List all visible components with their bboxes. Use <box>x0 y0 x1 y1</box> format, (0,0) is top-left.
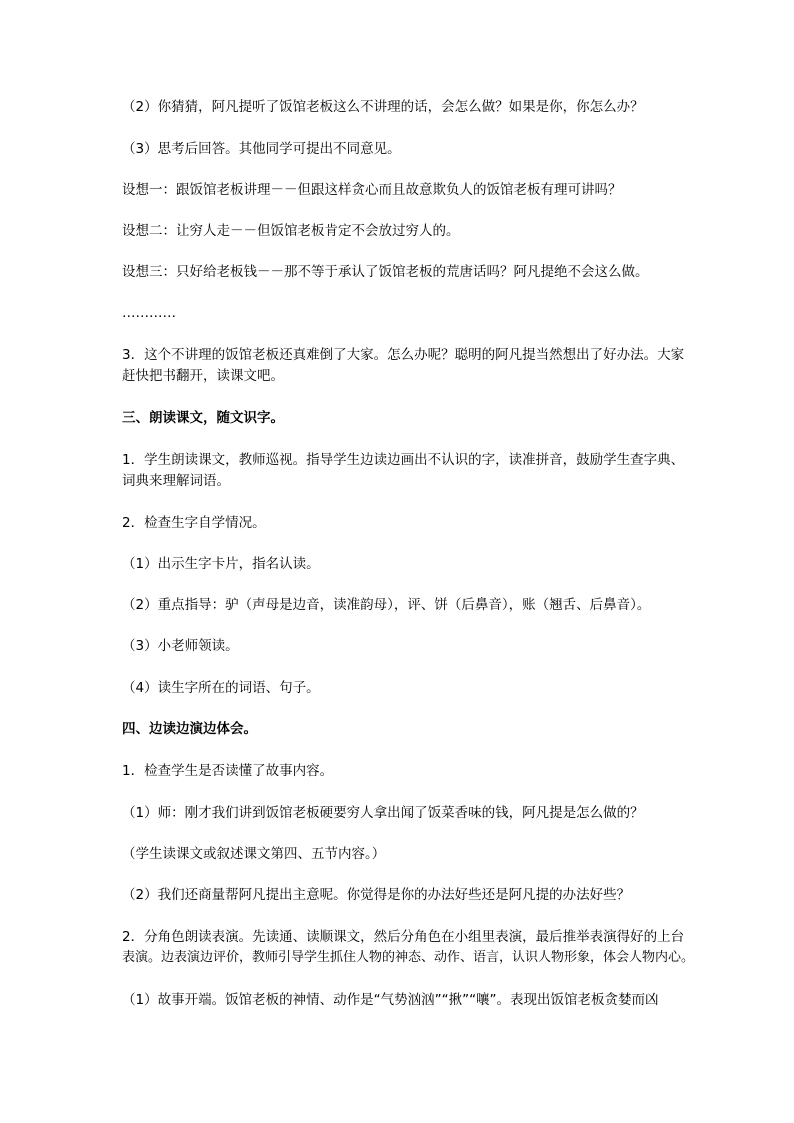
paragraph-line: 赶快把书翻开，读课文吧。 <box>122 368 284 384</box>
paragraph-line: 设想一：跟饭馆老板讲理－－但跟这样贪心而且故意欺负人的饭馆老板有理可讲吗？ <box>122 182 622 198</box>
section-heading: 四、边读边演边体会。 <box>122 721 257 737</box>
paragraph-line: （1）故事开端。饭馆老板的神情、动作是“气势汹汹”“揪”“嚷”。表现出饭馆老板贪婪而凶 <box>122 992 659 1008</box>
section-heading: 三、朗读课文，随文识字。 <box>122 410 284 426</box>
paragraph-line: 设想三：只好给老板钱－－那不等于承认了饭馆老板的荒唐话吗？阿凡提绝不会这么做。 <box>122 264 649 280</box>
paragraph-line: 2．分角色朗读表演。先读通、读顺课文，然后分角色在小组里表演，最后推举表演得好的上台 <box>122 929 685 945</box>
paragraph-line: （3）思考后回答。其他同学可提出不同意见。 <box>122 141 401 157</box>
paragraph-line: 1．学生朗读课文，教师巡视。指导学生边读边画出不认识的字，读准拼音，鼓励学生查字典、 <box>122 452 685 468</box>
paragraph-line: 1．检查学生是否读懂了故事内容。 <box>122 763 334 779</box>
paragraph-line: 3．这个不讲理的饭馆老板还真难倒了大家。怎么办呢？聪明的阿凡提当然想出了好办法。大家 <box>122 347 685 363</box>
paragraph-line: （1）出示生字卡片，指名认读。 <box>122 556 320 572</box>
paragraph-line: 设想二：让穷人走－－但饭馆老板肯定不会放过穷人的。 <box>122 223 460 239</box>
paragraph-line: （2）重点指导：驴（声母是边音，读准韵母），评、饼（后鼻音），账（翘舌、后鼻音）。 <box>122 597 651 613</box>
paragraph-line: （2）你猜猜，阿凡提听了饭馆老板这么不讲理的话，会怎么做？如果是你，你怎么办？ <box>122 99 644 115</box>
paragraph-line: （1）师：刚才我们讲到饭馆老板硬要穷人拿出闻了饭菜香味的钱，阿凡提是怎么做的？ <box>122 805 644 821</box>
paragraph-line: （4）读生字所在的词语、句子。 <box>122 680 320 696</box>
paragraph-line: 表演。边表演边评价，教师引导学生抓住人物的神态、动作、语言，认识人物形象，体会人物内心。 <box>122 950 695 965</box>
paragraph-line: （3）小老师领读。 <box>122 638 239 654</box>
paragraph-line: （学生读课文或叙述课文第四、五节内容。） <box>122 846 386 862</box>
paragraph-line: （2）我们还商量帮阿凡提出主意呢。你觉得是你的办法好些还是阿凡提的办法好些？ <box>122 887 631 903</box>
paragraph-line: 词典来理解词语。 <box>122 473 230 489</box>
paragraph-line: 2．检查生字自学情况。 <box>122 515 266 531</box>
ellipsis-line: ………… <box>122 305 176 321</box>
